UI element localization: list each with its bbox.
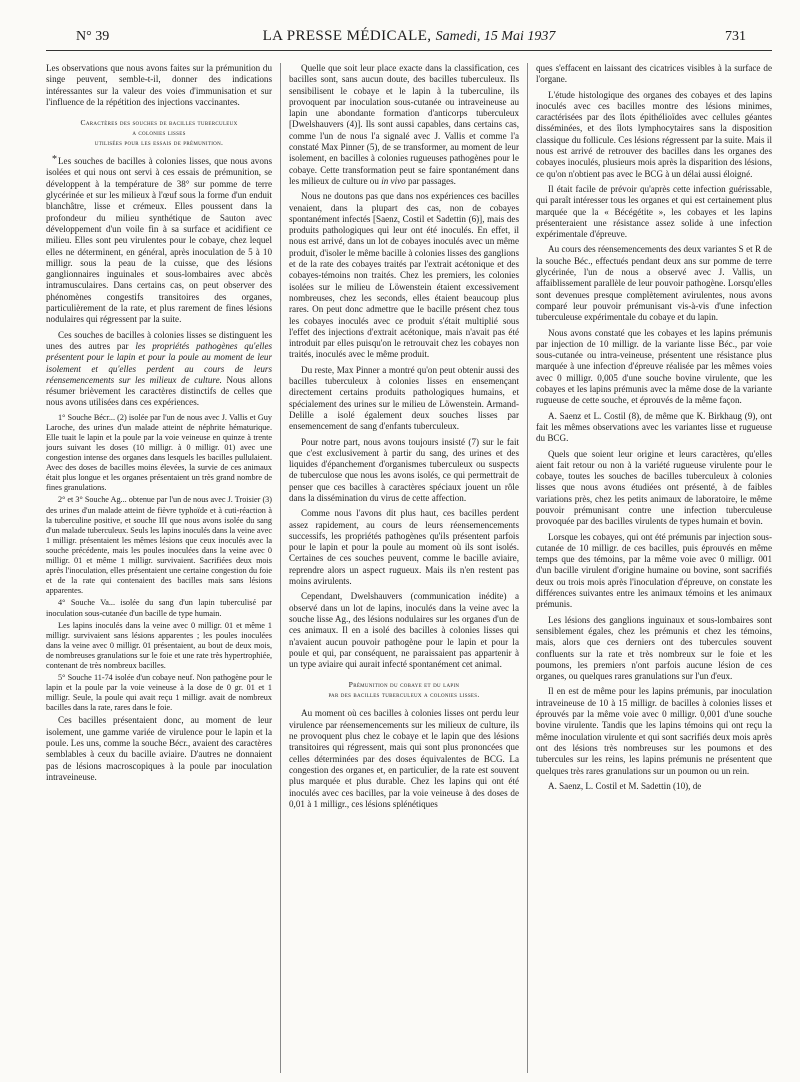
paragraph: L'étude histologique des organes des cobayes et des lapins inoculés avec ces bacilles montre des lésions minimes, caractérisées par des îlots épithélioïdes avec cellules géantes disséminées, et des îlots lymphocytaires sans la disposition classique du follicule. Ces lésions régressent par la suite. Mais il nous est arrivé de retrouver des bacilles dans les organes des cobayes inoculés, plusieurs mois après la disparition des lésions, ce qu'on n'obtient pas avec le BCG à un délai aussi éloigné.: [536, 89, 772, 179]
paragraph: Il était facile de prévoir qu'après cette infection guérissable, qui paraît intéresser tous les organes et qui est certainement plus marquée que la « Bécégétite », les cobayes et les lapins présenteraient une résistance assez solide à une infection expérimentale d'épreuve.: [536, 183, 772, 240]
italic-text: les propriétés pathogènes qu'elles présentent pour le lapin et pour la poule au moment de leur isolement et qu'elles perdent au cours de leurs réensemencements sur les milieux de culture.: [46, 340, 273, 385]
issue-number: N° 39: [76, 29, 110, 44]
strain-paragraph: 2° et 3° Souche Ag... obtenue par l'un de nous avec J. Troisier (3) des urines d'un malade atteint de fièvre typhoïde et à cuti-réaction à la tuberculine positive, et souche III que nous avons isolée du sang d'un malade tuberculeux. Seuls les lapins inoculés dans la veine avec 1 milligr. présentaient les mêmes lésions que ceux inoculés avec la souche précédente, mais les poules inoculées dans la veine avec 0 milligr. 01 et même 1 milligr. survivaient. Sacrifiées deux mois après l'inoculation, elles présentaient une certaine congestion du foie et de la rate qui contenaient des bacilles mais sans lésions apparentes.: [46, 495, 272, 596]
paragraph: Pour notre part, nous avons toujours insisté (7) sur le fait que c'est exclusivement à partir du sang, des urines et des liquides d'épanchement d'organismes tuberculeux ou suspects de tuberculose que nous les avons isolés, ce qui permettrait de penser que ces bacilles à caractères spéciaux jouent un rôle dans la dissémination du virus de cette affection.: [289, 436, 519, 503]
paragraph: Lorsque les cobayes, qui ont été prémunis par injection sous-cutanée de 10 milligr. de ces bacilles, puis éprouvés en même temps que des témoins, par la même voie avec 0 milligr. 001 d'un bacille virulent d'origine humaine ou bovine, sont sacrifiés deux ou trois mois après l'inoculation d'épreuve, on constate les différences suivantes entre les animaux témoins et les animaux prémunis.: [536, 531, 772, 610]
strain-paragraph: 1° Souche Bécr... (2) isolée par l'un de nous avec J. Vallis et Guy Laroche, des urines d'un malade atteint de néphrite hématurique. Elle tuait le lapin et la poule par la voie veineuse en quinze à trente jours suivant les doses (10 milligr. à 0 milligr. 01) avec une congestion intense des organes dans lesquels les bacilles pullulaient. Avec des doses de bacilles moins élevées, la survie de ces animaux était plus longue et les organes présentaient un très grand nombre de fines granulations.: [46, 412, 272, 493]
heading-line: a colonies lisses: [132, 128, 186, 138]
text-run: Quelle que soit leur place exacte dans la classification, ces bacilles sont, sans aucun doute, des bacilles tuberculeux. Ils sensibilisent le cobaye et le lapin à la tuberculine, ils provoquent par inoculation sous-cutanée ou intraveineuse au lapin une abondante formation d'anticorps tuberculeux [Dwelshauvers (4)]. Ils sont aussi capables, dans certains cas, comme l'un de nous l'a signalé avec J. Vallis et comme l'a constaté Max Pinner (5), de se transformer, au moment de leur isolement, en bacilles à colonies rugueuses pathogènes pour le cobaye. Cette transformation peut se faire spontanément dans les milieux de culture ou: [289, 63, 519, 186]
paragraph: Les lésions des ganglions inguinaux et sous-lombaires sont sensiblement égales, chez les prémunis et chez les témoins, mais, alors que ces derniers ont des tubercules souvent confluents sur la rate et très nombreux sur le foie et les poumons, les premiers n'ont parfois aucune lésion de ces organes, ou quelques rares granulations sur l'un d'eux.: [536, 614, 772, 682]
heading-line: utilisées pour les essais de prémunition.: [94, 138, 224, 148]
strain-paragraph: 4° Souche Va... isolée du sang d'un lapin tuberculisé par inoculation sous-cutanée d'un bacille de type humain.: [46, 598, 272, 618]
text-run: Nous allons résumer brièvement les caractères distinctifs de celles que nous avons utilisées dans ces expériences.: [46, 374, 272, 408]
paragraph: [46, 330, 272, 409]
journal-name: LA PRESSE MÉDICALE,: [262, 28, 432, 44]
paragraph: Ces bacilles présentaient donc, au moment de leur isolement, une gamme variée de virulence pour le lapin et la poule. Les uns, comme la souche Bécr., avaient des caractères semblables à ceux du bacille aviaire. D'autres ne donnaient pas de lésions macroscopiques à la poule par inoculation intraveineuse.: [46, 715, 272, 782]
journal-title: [46, 28, 772, 45]
column-3: [528, 63, 772, 1073]
paragraph: ques s'effacent en laissant des cicatrices visibles à la surface de l'organe.: [536, 63, 772, 85]
paragraph: A. Saenz, L. Costil et M. Sadettin (10), de: [548, 780, 702, 791]
paragraph: * Les souches de bacilles à colonies lisses, que nous avons isolées et qui nous ont servi à ces essais de prémunition, se développent à la température de 38° sur pomme de terre glycérinée et sur les milieux à l'œuf sous la forme d'un enduit blanchâtre, lisse et crémeux. Elles poussent dans la profondeur du milieu synthétique de Sauton avec développement d'un voile fin à sa surface et acidifient ce milieu. Elles sont peu virulentes pour le cobaye, chez lequel elles ne déterminent, en général, après inoculation de 5 à 10 milligr. sous la peau de la cuisse, que des lésions ganglionnaires inguinales et sous-lombaires avec abcès intramusculaires. Dans certains cas, on peut observer des phénomènes congestifs transitoires des organes, particulièrement de la rate, et plus rarement de fines lésions nodulaires qui régressent par la suite.: [46, 156, 272, 325]
italic-text: in vivo: [381, 175, 406, 186]
paragraph: Il en est de même pour les lapins prémunis, par inoculation intraveineuse de 10 à 15 milligr. de bacilles à colonies lisses et éprouvés par la même voie avec 0 milligr. 0,001 d'une souche bovine virulente. Tandis que les lapins témoins qui ont reçu la même inoculation virulente et qui sont sacrifiés deux mois après ont des lésions très nombreuses sur les poumons et des tubercules sur les reins, les lapins prémunis ne présentent que quelques très rares granulations sur un poumon ou un rein.: [536, 686, 772, 776]
column-1: [46, 63, 280, 1073]
text-run: par passages.: [407, 175, 456, 186]
strain-paragraph: Les lapins inoculés dans la veine avec 0 milligr. 01 et même 1 milligr. survivaient sans lésions apparentes ; les poules inoculées dans la veine avec 0 milligr. 01 présentaient, au bout de deux mois, de nombreuses granulations sur le foie et une rate très hypertrophiée, contenant de très nombreux bacilles.: [46, 620, 272, 670]
running-header: [46, 26, 772, 51]
page-number: 731: [725, 29, 746, 44]
column-2: [280, 63, 528, 1073]
strain-paragraph: 5° Souche 11-74 isolée d'un cobaye neuf. Non pathogène pour le lapin et la poule par la voie veineuse à la dose de 0 gr. 01 et 1 milligr. Seule, la poule qui avait reçu 1 milligr. avait de nombreux bacilles dans la rate, rares dans le foie.: [46, 673, 272, 713]
heading-line: par des bacilles tuberculeux a colonies lisses.: [328, 690, 480, 700]
paragraph: A. Saenz et L. Costil (8), de même que K. Birkhaug (9), ont fait les mêmes observations avec les variantes lisse et rugueuse du BCG.: [536, 410, 772, 444]
text-run: Ces souches de bacilles à colonies lisses se distinguent les unes des autres par: [46, 329, 272, 351]
paragraph: Comme nous l'avons dit plus haut, ces bacilles perdent assez rapidement, au cours de leurs réensemencements successifs, les propriétés pathogènes qu'ils présentent parfois pour le lapin et pour la poule au moment où ils sont isolés. Certaines de ces souches peuvent, comme le bacille aviaire, reprendre alors un aspect rugueux. Mais ils n'en restent pas moins avirulents.: [289, 508, 519, 587]
paragraph: Nous ne doutons pas que dans nos expériences ces bacilles venaient, dans la plupart des cas, non de cobayes spontanément infectés [Saenz, Costil et Sadettin (6)], mais des produits pathologiques qui leur ont été inoculés. En effet, il nous est arrivé, dans un lot de cobayes inoculés avec un même produit, d'isoler le même bacille à colonies lisses des ganglions et de la rate des cobayes traités par l'extrait acétonique et des cobayes-témoins non traités. Chez les premiers, les colonies isolées sur le milieu de Löwenstein étaient excessivement nombreuses, chez les seconds, elles étaient beaucoup plus rares. On peut donc admettre que le bacille présent chez tous les cobayes inoculés avec ce produit s'était multiplié sous l'effet des injections d'extrait acétonique, mais n'avait pas été introduit par elles puisqu'on le retrouvait chez les cobayes non traités, inoculés avec le même produit.: [289, 191, 519, 360]
heading-line: Caractères des souches de bacilles tuberculeux: [80, 118, 238, 128]
issue-date: Samedi, 15 Mai 1937: [435, 29, 556, 44]
paragraph: Du reste, Max Pinner a montré qu'on peut obtenir aussi des bacilles tuberculeux à colonies lisses en ensemençant directement certains produits pathologiques humains, et spécialement des urines sur le milieu de Löwenstein. Armand-Delille a isolé également deux souches lisses par ensemencement de sang d'enfants tuberculeux.: [289, 364, 519, 432]
paragraph: Cependant, Dwelshauvers (communication inédite) a observé dans un lot de lapins, inoculés dans la veine avec la souche lisse Ag., des lésions nodulaires sur les organes d'un de ces animaux. Il en a isolé des bacilles à colonies lisses qui n'avaient aucun pouvoir pathogène pour le lapin et pour la poule et qui, par conséquent, ne paraissaient pas appartenir à un type aviaire qui aurait infecté spontanément cet animal.: [289, 591, 519, 670]
paragraph: Au cours des réensemencements des deux variantes S et R de la souche Béc., effectués pendant deux ans sur pomme de terre glycérinée, l'un de nous a observé avec J. Vallis, un affaiblissement parallèle de leur pouvoir pathogène. Lorsqu'elles sont devenues presque complètement avirulentes, nous avons comparé leur pouvoir prémunisant vis-à-vis d'une infection tuberculeuse expérimentale du cobaye et du lapin.: [536, 244, 772, 323]
heading-line: Prémunition du cobaye et du lapin: [348, 680, 460, 690]
article-columns: [46, 63, 772, 1073]
paragraph: Quels que soient leur origine et leurs caractères, qu'elles aient fait retour ou non à la variété rugueuse virulente pour le cobaye, toutes les souches de bacilles tuberculeux à colonies lisses que nous avons étudiées ont présenté, à de faibles variations près, chez les petits animaux de laboratoire, le même pouvoir prémunisant contre une infection tuberculeuse provoquée par des bacilles virulents de types humain et bovin.: [536, 448, 772, 527]
paragraph: Les observations que nous avons faites sur la prémunition du singe peuvent, semble-t-il, donner des indications intéressantes sur la valeur des voies d'immunisation et sur l'influence de la répétition des injections vaccinantes.: [46, 63, 272, 107]
paragraph: Nous avons constaté que les cobayes et les lapins prémunis par injection de 10 milligr. de la variante lisse Béc., par voie sous-cutanée ou intra-veineuse, présentent une résistance plus marquée à une infection d'épreuve réalisée par les mêmes voies avec 0 milligr. 0,005 d'une souche bovine virulente, que les cobayes et les lapins prémunis avec la même dose de la variante rugueuse de cette souche, et éprouvés de la même façon.: [536, 327, 772, 406]
paragraph: Au moment où ces bacilles à colonies lisses ont perdu leur virulence par réensemencements sur les milieux de culture, ils ne provoquent plus chez le cobaye et le lapin que des lésions transitoires qui régressent, mais qui sont plus prononcées que celles déterminées par des doses équivalentes de BCG. La congestion des organes et, en particulier, de la rate est souvent plus marquée et plus durable. Chez les lapins qui ont été inoculés avec ces bacilles, par la voie veineuse à des doses de 0,01 à 1 milligr., ces lésions splénétiques: [289, 708, 519, 809]
section-heading: [289, 680, 519, 700]
paragraph: [289, 63, 519, 187]
section-heading: [46, 118, 272, 148]
